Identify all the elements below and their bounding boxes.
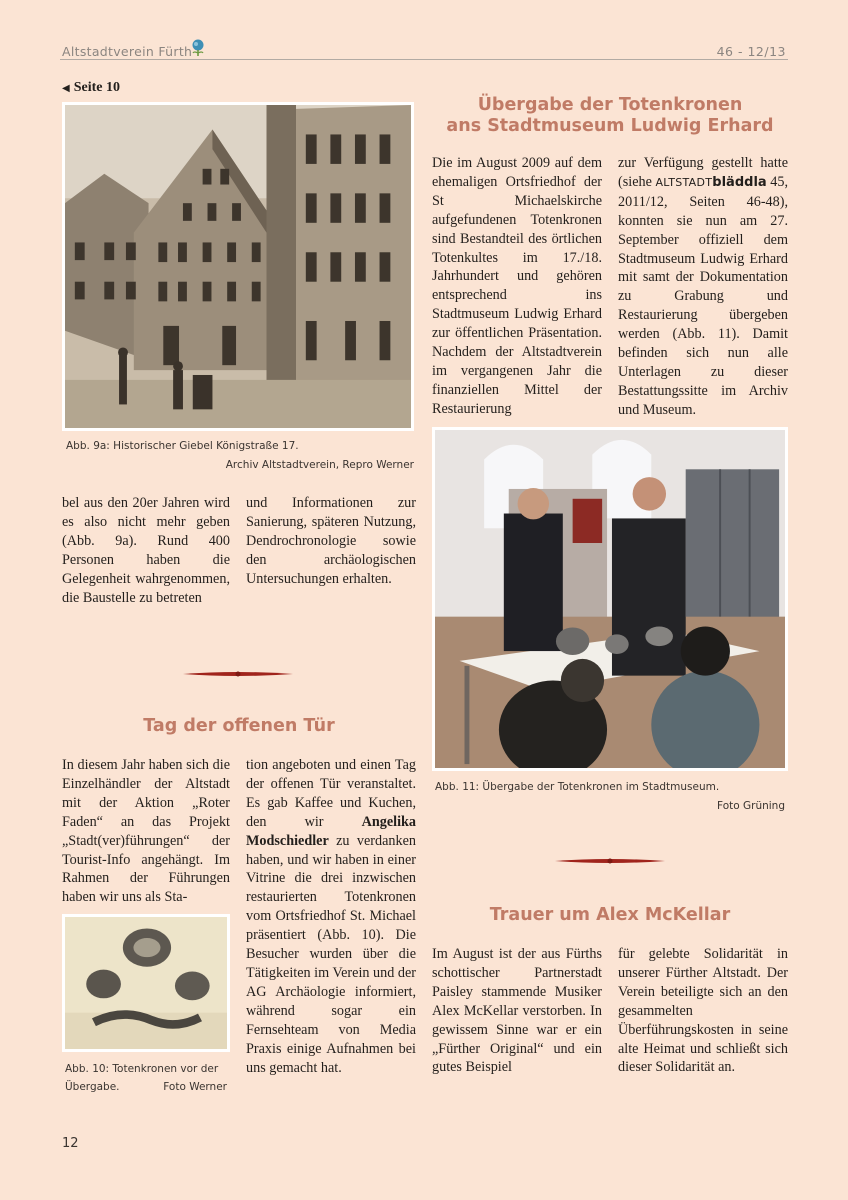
back-link-label: Seite 10 — [73, 80, 120, 95]
back-link[interactable] — [62, 80, 120, 96]
publisher-name: Altstadtverein Fürth — [62, 44, 193, 59]
article-title-offene-tuer: Tag der offenen Tür — [143, 716, 335, 736]
offene-tuer-col2-rest: zu verdanken haben, und wir haben in einer Vitrine die drei inzwischen restaurierten Totenkronen vom Ortsfriedhof St. Michael präsentiert (Abb. 10). Die Besucher wurden über die Tätigkeiten im Verein und der AG Archäologie informiert, während sogar ein Fernsehteam von Media Praxis einige Aufnahmen bei uns gemacht hat. — [246, 832, 416, 1076]
totenkronen-col2-start: zur Verfügung gestellt hatte (siehe — [618, 155, 788, 190]
continued-text-col1: bel aus den 20er Jahren wird es also nicht mehr geben (Abb. 9a). Rund 400 Personen haben die Gelegenheit wahrgenommen, die Baustelle zu betreten — [62, 495, 230, 606]
figure-11-credit: Foto Grüning — [717, 800, 785, 812]
figure-10-caption-line2: Übergabe. — [65, 1081, 120, 1093]
offene-tuer-text-col1: In diesem Jahr haben sich die Einzelhändler der Altstadt mit der Aktion „Roter Faden“ an das Projekt „Stadt(ver)führungen“ der Tourist-Info angehängt. Im Rahmen der Führungen haben wir uns als Sta- — [62, 757, 230, 906]
totenkronen-text-col2 — [618, 154, 788, 420]
totenkronen-text-col1: Die im August 2009 auf dem ehemaligen Ortsfriedhof der St Michaelskirche aufgefundenen Totenkronen sind Bestandteil des örtlichen Totenkultes im 17./18. Jahrhundert und gehören entsprechend ins Stadtmuseum Ludwig Erhard zur öffentlichen Präsentation. Nachdem der Altstadtverein im vergangenen Jahr die finanziellen Mittel der Restaurierung — [432, 155, 602, 417]
figure-11-caption: Abb. 11: Übergabe der Totenkronen im Stadtmuseum. — [435, 781, 720, 793]
ornament-divider — [183, 670, 293, 678]
article-title-totenkronen — [432, 95, 788, 137]
brand-altstadt: ALTSTADT — [655, 175, 713, 189]
person-name-bold: Angelika Modschiedler — [246, 813, 416, 849]
figure-10-photo — [62, 914, 230, 1052]
trauer-text-col1: Im August ist der aus Fürths schottischer Partnerstadt Paisley stammende Musiker Alex McKellar verstorben. In gewissem Sinne war er ein „Fürther Original“ und ein gutes Beispiel — [432, 946, 602, 1076]
issue-number: 46 - 12/13 — [716, 44, 786, 59]
page-number: 12 — [62, 1136, 79, 1151]
title-line-2: ans Stadtmuseum Ludwig Erhard — [446, 116, 774, 136]
offene-tuer-col2-start: tion angeboten und einen Tag der offenen Tür veranstaltet. Es gab Kaffee und Kuchen, den wir — [246, 757, 416, 830]
offene-tuer-text-col2 — [246, 756, 416, 1077]
brand-blaeddla: bläddla — [712, 174, 767, 190]
figure-9a-caption: Abb. 9a: Historischer Giebel Königstraße 17. — [66, 440, 299, 452]
continued-text-col2: und Informationen zur Sanierung, späteren Nutzung, Dendrochronologie sowie den archäologischen Untersuchungen erhalten. — [246, 495, 416, 587]
figure-9a-credit: Archiv Altstadtverein, Repro Werner — [225, 459, 414, 471]
article-title-trauer: Trauer um Alex McKellar — [489, 905, 731, 925]
totenkronen-col2-rest: 45, 2011/12, Seiten 46-48), konnten sie nun am 27. September offiziell dem Stadtmuseum Ludwig Erhard mit samt der Dokumentation zu Grabung und Restaurierung übergeben werden (Abb. 11). Damit befinden sich nun alle Unterlagen zu dieser Bestattungssitte im Archiv und Museum. — [618, 173, 788, 418]
figure-11-photo — [432, 427, 788, 771]
header-divider — [60, 59, 788, 60]
figure-10-caption-line1: Abb. 10: Totenkronen vor der — [65, 1063, 219, 1075]
title-line-1: Übergabe der Totenkronen — [477, 95, 743, 115]
back-triangle-icon: ◀ — [62, 83, 70, 94]
figure-10-credit: Foto Werner — [163, 1081, 227, 1093]
figure-9a-photo — [62, 102, 414, 431]
trauer-text-col2: für gelebte Solidarität in unserer Fürther Altstadt. Der Verein beteiligte sich an den gesammelten Überführungskosten in seine alte Heimat und schließt sich dieser Solidarität an. — [618, 946, 788, 1076]
ornament-divider — [555, 857, 665, 865]
thistle-logo-icon — [191, 39, 205, 57]
